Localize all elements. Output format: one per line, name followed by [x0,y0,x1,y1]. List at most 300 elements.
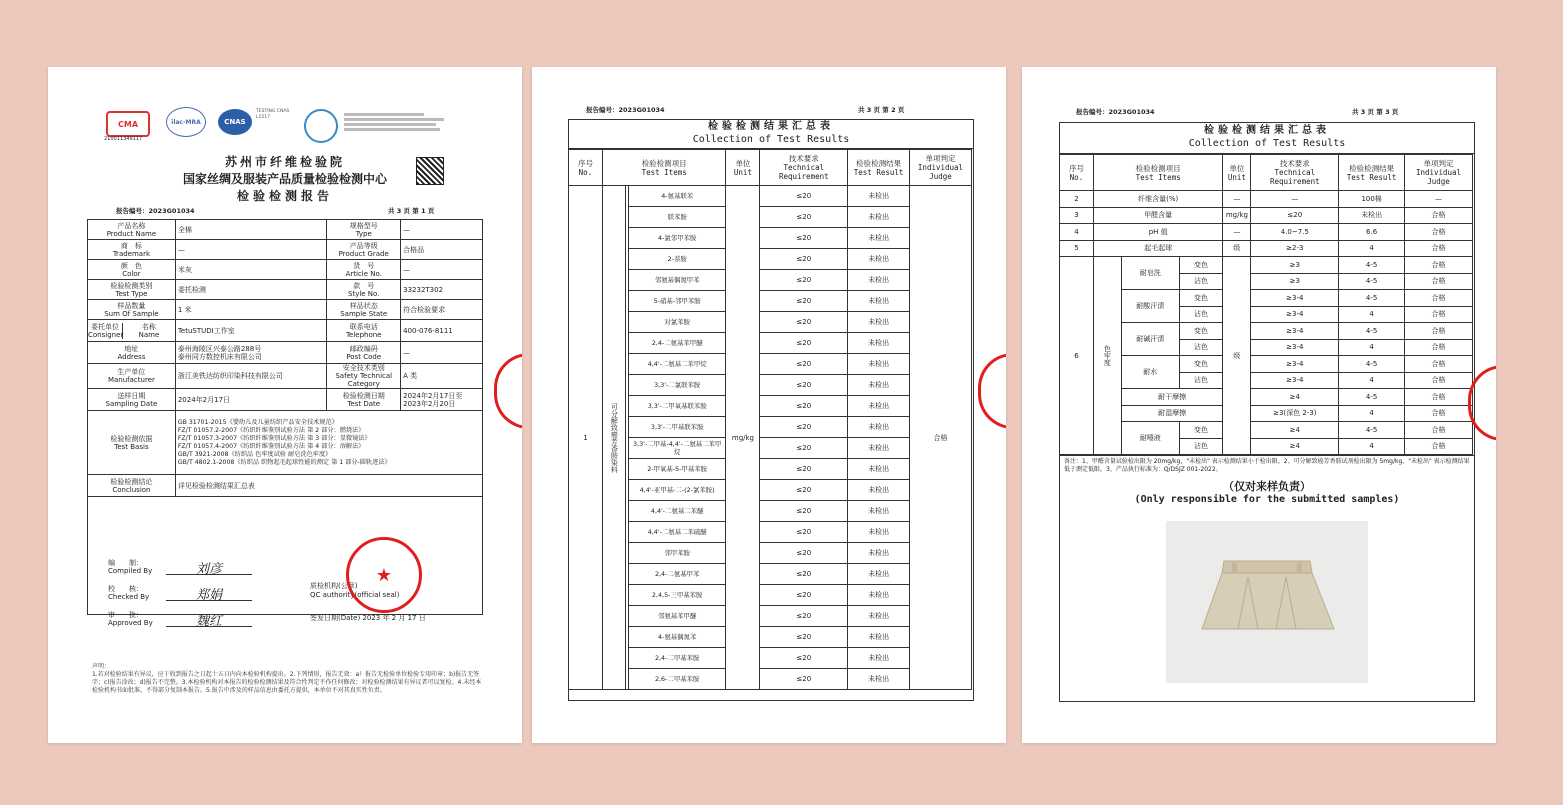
judge: 合格 [1405,257,1473,274]
signers-block [108,549,252,627]
info-label [327,220,401,240]
info-label [327,389,401,411]
item-group: 可分解致癌芳香胺染料 [602,186,628,690]
test-item: 耐水 [1121,356,1179,389]
judge: 合格 [1405,405,1473,422]
report-number: 报告编号：2023G01034 [1076,108,1155,116]
unit: mg/kg [1223,207,1251,224]
requirement: ≥4 [1251,389,1339,406]
info-label [88,364,176,389]
test-result: 未检出 [848,585,910,606]
results-frame [568,119,974,701]
requirement: ≤20 [760,501,848,522]
label-en: Article No. [345,269,382,278]
standard-line: FZ/T 01057.3-2007《纺织纤维鉴别试验方法 第 3 部分：显微镜法》 [177,434,371,442]
row-number: 1 [569,186,603,690]
test-result: 4-5 [1339,356,1405,373]
test-item: 耐皂洗 [1121,257,1179,290]
requirement: ≤20 [760,375,848,396]
info-value: — [175,240,326,260]
label-cn: 检验检测依据 [110,434,153,443]
test-item: 4-氨基联苯 [628,186,726,207]
test-result: 未检出 [848,228,910,249]
skirt-image [1166,521,1368,683]
test-item: 3,3'-二甲基联苯胺 [628,417,726,438]
sub-item: 变色 [1179,422,1223,439]
unit: — [1223,224,1251,241]
test-result: 未检出 [848,375,910,396]
table-row [569,186,972,207]
row-number: 4 [1060,224,1094,241]
responsibility-cn: （仅对来样负责） [1223,480,1311,493]
info-label [327,240,401,260]
consigner-label [88,320,176,342]
standard-line: FZ/T 01057.2-2007《纺织纤维鉴别试验方法 第 2 部分：燃烧法》 [177,426,365,434]
label-cn: 检验检测结论 [110,477,153,486]
label-cn: 规格型号 [349,221,378,230]
info-value: A 类 [401,364,483,389]
test-item: 邻氨基苯甲醚 [628,606,726,627]
unit: 级 [1223,240,1251,257]
requirement: ≤20 [760,606,848,627]
requirement: 4.0~7.5 [1251,224,1339,241]
table-row [1060,257,1473,274]
label-cn: 款 号 [353,281,375,290]
table-row [1060,422,1473,439]
manufacturer-row [88,364,483,389]
official-stamp: ★ [346,537,422,613]
issue-date: 签发日期(Date) 2023 年 2 月 17 日 [310,614,426,622]
table-row [1060,356,1473,373]
column-header: 单项判定 Individual Judge [1405,155,1473,191]
test-item: 纤维含量(%) [1093,191,1223,208]
requirement: ≤20 [760,522,848,543]
standard-line: GB/T 4802.1-2008《纺织品 织物起毛起球性能的测定 第 1 部分-圆轨迹法》 [177,458,391,466]
info-value: 合格品 [401,240,483,260]
telephone-value: 400-076-8111 [401,320,483,342]
responsibility-en: (Only responsible for the submitted samples) [1134,494,1400,505]
info-row [88,280,483,300]
report-page-1 [48,67,522,743]
requirement: ≤20 [760,291,848,312]
info-value: 2024年2月17日 [175,389,326,411]
label-en: Color [122,269,141,278]
report-number: 报告编号：2023G01034 [586,106,665,114]
consigner-title: 委托单位 Consigner [88,322,124,339]
signer-row: 编 制： Compiled By 刘彦 [108,549,252,575]
cma-logo: CMA [106,111,150,137]
test-item: 起毛起球 [1093,240,1223,257]
sub-item: 变色 [1179,290,1223,307]
unit: — [1223,191,1251,208]
test-result: 4 [1339,372,1405,389]
test-item: 2,4,5-三甲基苯胺 [628,585,726,606]
test-result: 未检出 [848,186,910,207]
judge: 合格 [1405,224,1473,241]
info-label [327,342,401,364]
test-result: 未检出 [848,291,910,312]
label-en: Product Grade [338,249,389,258]
table-row [1060,207,1473,224]
test-result: 6.6 [1339,224,1405,241]
label-en: Test Date [347,399,381,408]
info-row [88,220,483,240]
info-label [327,364,401,389]
test-result: 4-5 [1339,273,1405,290]
judge: 合格 [1405,438,1473,455]
label-cn: 样品状态 [349,301,378,310]
cnas-logo: CNAS [218,109,252,135]
test-item: 4,4'-二氨基二苯硫醚 [628,522,726,543]
requirement: ≤20 [760,270,848,291]
report-number: 报告编号：2023G01034 [116,207,195,215]
label-cn: 样品数量 [117,301,146,310]
test-result: 未检出 [848,312,910,333]
info-value: 浙江美铁达纺织印染科技有限公司 [175,364,326,389]
edge-stamp [978,353,1006,429]
column-header: 检验检测项目 Test Items [1093,155,1223,191]
qr-code-icon [416,157,444,185]
consigner-name: TetuSTUDI工作室 [175,320,326,342]
info-label [327,320,401,342]
test-result: 未检出 [848,501,910,522]
requirement: ≤20 [1251,207,1339,224]
consigner-row [88,342,483,364]
header-small-text [344,111,454,133]
judge: 合格 [1405,290,1473,307]
results-note: 备注：1、甲醛含量试验检出限为 20mg/kg，"未检出" 表示检测结果小于检出限。2、可分解致癌芳香胺试剂检出限为 5mg/kg，"未检出" 表示检测结果低于测定低限。3、产品执行标准为：Q/DSJZ 001-2022。 [1060,455,1474,476]
label-cn: 送样日期 [117,391,146,400]
requirement: ≤20 [760,585,848,606]
requirement: ≥3 [1251,273,1339,290]
test-basis-list [175,411,482,475]
test-result: 未检出 [848,396,910,417]
column-header: 技术要求 Technical Requirement [1251,155,1339,191]
column-header: 检验检测结果 Test Result [848,150,910,186]
test-item: 5-硝基-邻甲苯胺 [628,291,726,312]
requirement: ≥3-4 [1251,290,1339,307]
judge: 合格 [910,186,972,690]
test-result: 未检出 [848,207,910,228]
standard-line: GB 31701-2015《婴幼儿及儿童纺织产品安全技术规范》 [177,418,338,426]
table-row [1060,224,1473,241]
table-row [1060,405,1473,422]
sub-item: 变色 [1179,323,1223,340]
test-result: 4 [1339,339,1405,356]
signer-row: 审 批： Approved By 魏红 [108,601,252,627]
label-en: Type [355,229,372,238]
test-result: 100棉 [1339,191,1405,208]
test-item: 甲醛含量 [1093,207,1223,224]
info-label [88,280,176,300]
label-cn: 生产单位 [117,368,146,376]
sub-item: 变色 [1179,257,1223,274]
requirement: ≤20 [760,669,848,690]
sample-photo [1166,521,1368,683]
conclusion-row [88,475,483,497]
test-item: 2,4-二甲基苯胺 [628,648,726,669]
judge: 合格 [1405,240,1473,257]
test-item: 2,4-二氨基甲苯 [628,564,726,585]
test-result: 4 [1339,405,1405,422]
test-result: 未检出 [848,417,910,438]
test-item: pH 值 [1093,224,1223,241]
info-value: 委托检测 [175,280,326,300]
test-item: 耐酸汗渍 [1121,290,1179,323]
requirement: — [1251,191,1339,208]
info-label [327,300,401,320]
info-value: 全棉 [175,220,326,240]
info-label [327,280,401,300]
info-row [88,300,483,320]
label-cn: 联系电话 [349,322,378,331]
table-row [1060,240,1473,257]
info-value: 1 米 [175,300,326,320]
requirement: ≤20 [760,228,848,249]
requirement: ≥2-3 [1251,240,1339,257]
test-result: 4-5 [1339,323,1405,340]
test-result: 未检出 [848,606,910,627]
signature: 刘彦 [166,566,252,575]
cma-code: 210011349117 [104,136,143,142]
requirement: ≥3-4 [1251,356,1339,373]
label-cn: 地址 [124,344,139,353]
test-result: 未检出 [848,627,910,648]
results-title: 检验检测结果汇总表 Collection of Test Results [1060,123,1474,154]
label-cn: 产品等级 [349,241,378,250]
info-value: 33232T302 [401,280,483,300]
test-result: 4-5 [1339,290,1405,307]
requirement: ≤20 [760,333,848,354]
requirement: ≤20 [760,459,848,480]
cnas-code: TESTING CNAS L1517 [256,109,290,120]
test-result: 4 [1339,240,1405,257]
test-item: 4-氯邻甲苯胺 [628,228,726,249]
test-item: 4,4'-二氨基二苯醚 [628,501,726,522]
info-value: 米灰 [175,260,326,280]
inspection-seal-icon [304,109,338,143]
requirement: ≥3 [1251,257,1339,274]
info-row [88,240,483,260]
info-label [88,300,176,320]
test-item: 4,4'-亚甲基-二-(2-氯苯胺) [628,480,726,501]
center-name: 国家丝绸及服装产品质量检验检测中心 [182,172,387,186]
standard-line: GB/T 3921-2008《纺织品 色牢度试验 耐皂洗色牢度》 [177,450,332,458]
column-header: 单位 Unit [726,150,760,186]
test-item: 耐碱汗渍 [1121,323,1179,356]
column-header: 检验检测项目 Test Items [602,150,726,186]
requirement: ≤20 [760,564,848,585]
judge: — [1405,191,1473,208]
page-count: 共 3 页 第 2 页 [858,106,905,114]
edge-stamp [494,353,522,429]
judge: 合格 [1405,356,1473,373]
info-label [88,260,176,280]
judge: 合格 [1405,372,1473,389]
judge: 合格 [1405,207,1473,224]
test-result: 未检出 [848,564,910,585]
row-number: 6 [1060,257,1094,455]
label-en: Post Code [346,352,382,361]
unit: mg/kg [726,186,760,690]
judge: 合格 [1405,306,1473,323]
judge: 合格 [1405,422,1473,439]
label-en: Sampling Date [105,399,158,408]
judge: 合格 [1405,323,1473,340]
sub-item: 沾色 [1179,372,1223,389]
declaration: 声明： 1.若对检验结果有异议，应于收到报告之日起十五日内向本检验机构提出。2.下列情形，报告无效：a）报告无检验单位检验专用印章；b)报告无签字；c)报告涂改；d)报告不完整。3.本检验机构对本报告的检验检测结果及符合性判定不作任何修改；对检验检测结果有异议者可以复检。4.未经本检验机构书面批准，不得部分复制本报告。5.报告中涉及的样品信息由委托方提供，本单位不对其真实性负责。 [92,663,482,694]
judge: 合格 [1405,273,1473,290]
signature: 魏红 [166,618,252,627]
test-result: 未检出 [848,438,910,459]
info-value: — [401,220,483,240]
test-item: 对氯苯胺 [628,312,726,333]
test-item: 4,4'-二氨基二苯甲烷 [628,354,726,375]
label-en: Sample State [340,309,388,318]
info-label [88,475,176,497]
post-code-value: — [401,342,483,364]
conclusion-value: 详见检验检测结果汇总表 [175,475,482,497]
dates-row [88,389,483,411]
sub-item: 沾色 [1179,438,1223,455]
results-title: 检验检测结果汇总表 Collection of Test Results [569,120,973,149]
label-en: Product Name [106,229,157,238]
test-result: 未检出 [848,669,910,690]
sub-item: 沾色 [1179,339,1223,356]
label-cn: 安全技术类别 [342,364,385,372]
column-header: 单位 Unit [1223,155,1251,191]
judge: 合格 [1405,339,1473,356]
test-item: 耐干摩擦 [1121,389,1223,406]
column-header: 检验检测结果 Test Result [1339,155,1405,191]
requirement: ≤20 [760,354,848,375]
label-en: Conclusion [112,485,151,494]
test-item: 耐唾液 [1121,422,1179,455]
requirement: ≥3(深色 2-3) [1251,405,1339,422]
consigner-row [88,320,483,342]
test-item: 邻氨基偶氮甲苯 [628,270,726,291]
test-item: 2,6-二甲基苯胺 [628,669,726,690]
label-cn: 检验检测类别 [110,281,153,290]
test-item: 2,4-二氨基苯甲醚 [628,333,726,354]
test-item: 3,3'-二甲基-4,4'-二氨基二苯甲烷 [628,438,726,459]
requirement: ≤20 [760,417,848,438]
label-cn: 邮政编码 [349,344,378,353]
test-result: 未检出 [848,648,910,669]
seal-label-en: QC authority(official seal) [310,591,400,599]
test-item: 2-甲氧基-5-甲基苯胺 [628,459,726,480]
test-item: 3,3'-二氯联苯胺 [628,375,726,396]
test-result: 未检出 [848,522,910,543]
requirement: ≤20 [760,480,848,501]
sub-item: 沾色 [1179,273,1223,290]
standard-line: FZ/T 01057.4-2007《纺织纤维鉴别试验方法 第 4 部分：溶解法》 [177,442,365,450]
address-value: 泰州海陵区兴泰公路288号 泰州同方数控机床有限公司 [175,342,326,364]
institute-name: 苏州市纤维检验院 [224,155,345,169]
test-item: 4-氨基偶氮苯 [628,627,726,648]
test-basis-row [88,411,483,475]
test-item: 耐湿摩擦 [1121,405,1223,422]
label-en: Test Type [115,289,148,298]
results-table-p2 [568,149,972,690]
page-count: 共 3 页 第 1 页 [388,207,435,215]
judge: 合格 [1405,389,1473,406]
requirement: ≥3-4 [1251,323,1339,340]
unit: 级 [1223,257,1251,455]
column-header: 单项判定 Individual Judge [910,150,972,186]
column-header: 技术要求 Technical Requirement [760,150,848,186]
requirement: ≤20 [760,186,848,207]
report-title: 检验检测报告 [236,189,333,203]
signature: 郑娟 [166,592,252,601]
label-en: Telephone [345,330,382,339]
label-cn: 商 标 [120,241,142,250]
table-row [1060,389,1473,406]
test-result: 未检出 [848,354,910,375]
test-item: 邻甲苯胺 [628,543,726,564]
table-row [1060,290,1473,307]
row-number: 3 [1060,207,1094,224]
row-number: 5 [1060,240,1094,257]
test-result: 未检出 [848,270,910,291]
consigner-name-label: 名称 Name [138,322,160,339]
test-result: 4-5 [1339,422,1405,439]
label-cn: 货 号 [353,261,375,270]
test-result: 4-5 [1339,257,1405,274]
ilac-mra-logo: ilac-MRA [166,107,206,137]
info-value: 符合检验要求 [401,300,483,320]
requirement: ≥4 [1251,422,1339,439]
requirement: ≥3-4 [1251,306,1339,323]
test-item: 2-萘胺 [628,249,726,270]
requirement: ≥3-4 [1251,339,1339,356]
results-frame [1059,122,1475,702]
requirement: ≤20 [760,627,848,648]
info-value: — [401,260,483,280]
info-label [88,220,176,240]
info-label [88,240,176,260]
info-row [88,260,483,280]
test-result: 未检出 [848,543,910,564]
address-label [88,342,176,364]
results-table-p3 [1059,154,1473,455]
label-en: Address [117,352,146,361]
seal-label: 质检机构(公章) [310,582,358,590]
info-label [88,389,176,411]
column-header: 序号 No. [1060,155,1094,191]
info-value: 2024年2月17日至2023年2月20日 [401,389,483,411]
info-label [327,260,401,280]
info-label [88,411,176,475]
requirement: ≤20 [760,249,848,270]
page-count: 共 3 页 第 3 页 [1352,108,1399,116]
requirement: ≤20 [760,438,848,459]
requirement: ≤20 [760,207,848,228]
test-item: 3,3'-二甲氧基联苯胺 [628,396,726,417]
report-page-2 [532,67,1006,743]
label-cn: 检验检测日期 [342,391,385,400]
requirement: ≥3-4 [1251,372,1339,389]
label-en: Trademark [112,249,151,258]
requirement: ≥4 [1251,438,1339,455]
sub-item: 沾色 [1179,306,1223,323]
requirement: ≤20 [760,312,848,333]
test-result: 4 [1339,438,1405,455]
test-item: 联苯胺 [628,207,726,228]
column-header: 序号 No. [569,150,603,186]
test-result: 未检出 [848,333,910,354]
report-page-3 [1022,67,1496,743]
